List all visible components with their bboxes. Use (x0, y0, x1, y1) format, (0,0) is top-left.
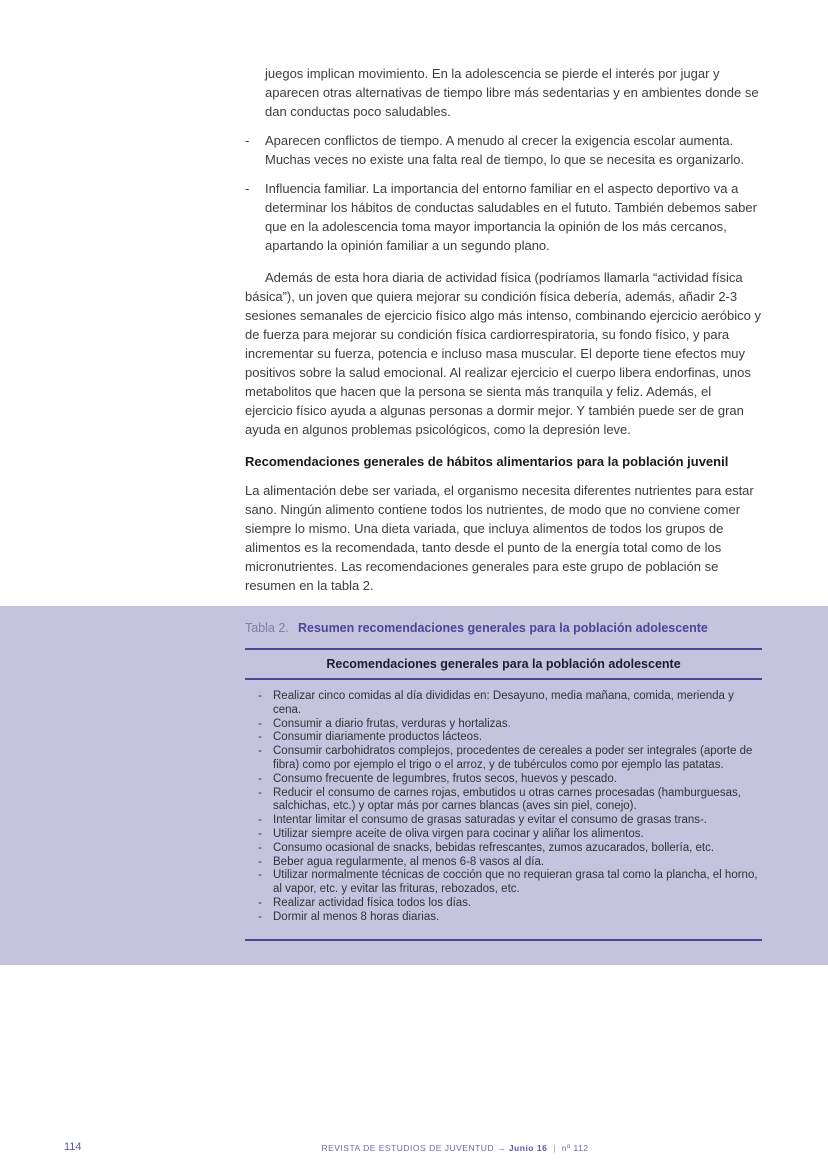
table-row-text: Consumir diariamente productos lácteos. (273, 731, 483, 744)
bullet-dash: - (258, 731, 262, 744)
table-caption-label: Tabla 2. (245, 621, 289, 635)
bullet-dash: - (258, 855, 262, 868)
list-item (245, 131, 762, 169)
table-band (0, 606, 828, 965)
table-row (258, 731, 758, 745)
table-row (258, 869, 758, 897)
paragraph-nutrition: La alimentación debe ser variada, el organismo necesita diferentes nutrientes para estar sano. Ningún alimento contiene todos los nutrientes, de modo que no conviene comer siempre lo mismo. Una dieta variada, que incluya alimentos de todos los grupos de alimentos es la recomendada, tanto desde el punto de la energía total como de los micronutrientes. Las recomendaciones generales para este grupo de población se resumen en la tabla 2. (245, 483, 754, 593)
bullet-text: Influencia familiar. La importancia del entorno familiar en el aspecto deportivo va a determinar los hábitos de conductas saludables en el fututo. También debemos saber que en la adolescencia toma mayor importancia la opinión de los más cercanos, apartando la opinión familiar a un segundo plano. (265, 181, 757, 253)
bullet-dash: - (258, 910, 262, 923)
table-row-text: Beber agua regularmente, al menos 6-8 vasos al día. (273, 855, 545, 868)
table-row-text: Intentar limitar el consumo de grasas saturadas y evitar el consumo de grasas trans-. (273, 814, 708, 827)
bullet-dash: - (258, 896, 262, 909)
bullet-dash: - (258, 772, 262, 785)
footer-journal-line (82, 1143, 828, 1153)
table-row-text: Consumir carbohidratos complejos, procedentes de cereales a poder ser integrales (aporte de fibra) como por ejemplo el trigo o el arroz, y de tubérculos como por ejemplo las patatas. (273, 745, 753, 771)
table-body (245, 680, 762, 941)
bullet-dash: - (258, 786, 262, 799)
table-row-text: Utilizar siempre aceite de oliva virgen para cocinar y aliñar los alimentos. (273, 827, 644, 840)
list-item (245, 179, 762, 255)
bullet-dash: - (245, 181, 250, 196)
table-row-text: Consumo frecuente de legumbres, frutos secos, huevos y pescado. (273, 772, 617, 785)
bullet-dash: - (258, 869, 262, 882)
bullet-dash: - (258, 690, 262, 702)
table-row (258, 828, 758, 842)
table-row (258, 897, 758, 911)
table-row-text: Consumir a diario frutas, verduras y hortalizas. (273, 717, 511, 730)
table-row-text: Dormir al menos 8 horas diarias. (273, 910, 440, 923)
paragraph-activity: Además de esta hora diaria de actividad física (podríamos llamarla “actividad física básica”), un joven que quiera mejorar su condición física debería, además, añadir 2-3 sesiones semanales de ejercicio físico algo más intenso, combinando ejercicio aeróbico y de fuerza para mejorar su condición física cardiorrespiratoria, su fondo físico, y para incrementar su fuerza, potencia e incluso masa muscular. El deporte tiene efectos muy positivos sobre la salud emocional. Al realizar ejercicio el cuerpo libera endorfinas, unos metabolitos que hacen que la persona se sienta más tranquila y feliz. Además, el ejercicio físico ayuda a algunas personas a dormir mejor. Y también puede ser de gran ayuda en algunos problemas psicológicos, como la depresión leve. (245, 270, 761, 437)
bullet-dash: - (258, 745, 262, 758)
issue-number: nº 112 (561, 1143, 589, 1153)
table-row (258, 718, 758, 732)
table-row (258, 856, 758, 870)
table-row-text: Realizar cinco comidas al día divididas en: Desayuno, media mañana, comida, merienda y cena. (273, 690, 734, 716)
section-heading: Recomendaciones generales de hábitos alimentarios para la población juvenil (245, 454, 729, 469)
table-row (258, 911, 758, 925)
table-row (258, 773, 758, 787)
table-row (258, 690, 758, 718)
table-row (258, 842, 758, 856)
paragraph-continuation: juegos implican movimiento. En la adolescencia se pierde el interés por jugar y aparecen otras alternativas de tiempo libre más sedentarias y en ambientes donde se dan conductas poco saludables. (265, 66, 759, 119)
page-number: 114 (64, 1141, 82, 1153)
bullet-dash: - (258, 717, 262, 730)
table-row (258, 745, 758, 773)
table-row-text: Utilizar normalmente técnicas de cocción que no requieran grasa tal como la plancha, el horno, al vapor, etc. y evitar las frituras, rebozados, etc. (273, 869, 758, 896)
table-row (258, 814, 758, 828)
bullet-text: Aparecen conflictos de tiempo. A menudo al crecer la exigencia escolar aumenta. Muchas veces no existe una falta real de tiempo, lo que se necesita es organizarlo. (265, 133, 745, 167)
table-row (258, 787, 758, 815)
main-text-column (245, 0, 762, 595)
bullet-dash: - (258, 814, 262, 827)
table-row-text: Reducir el consumo de carnes rojas, embutidos u otras carnes procesadas (hamburguesas, salchichas, etc.) y optar más por carnes blancas (aves sin piel, conejo). (273, 786, 741, 813)
table-header: Recomendaciones generales para la población adolescente (245, 648, 762, 680)
arrow-icon: → (496, 1143, 506, 1153)
bullet-dash: - (258, 841, 262, 854)
recommendations-table (245, 648, 762, 941)
table-caption (245, 619, 762, 637)
footer-separator: | (553, 1143, 556, 1153)
table-column (245, 619, 762, 941)
bullet-dash: - (258, 827, 262, 840)
journal-name: REVISTA DE ESTUDIOS DE JUVENTUD (321, 1143, 495, 1153)
bullet-dash: - (245, 133, 250, 148)
table-row-text: Consumo ocasional de snacks, bebidas refrescantes, zumos azucarados, bollería, etc. (273, 841, 715, 854)
issue-label: Junio 16 (508, 1143, 548, 1153)
table-row-text: Realizar actividad física todos los días. (273, 896, 472, 909)
table-caption-title: Resumen recomendaciones generales para la población adolescente (298, 621, 708, 635)
